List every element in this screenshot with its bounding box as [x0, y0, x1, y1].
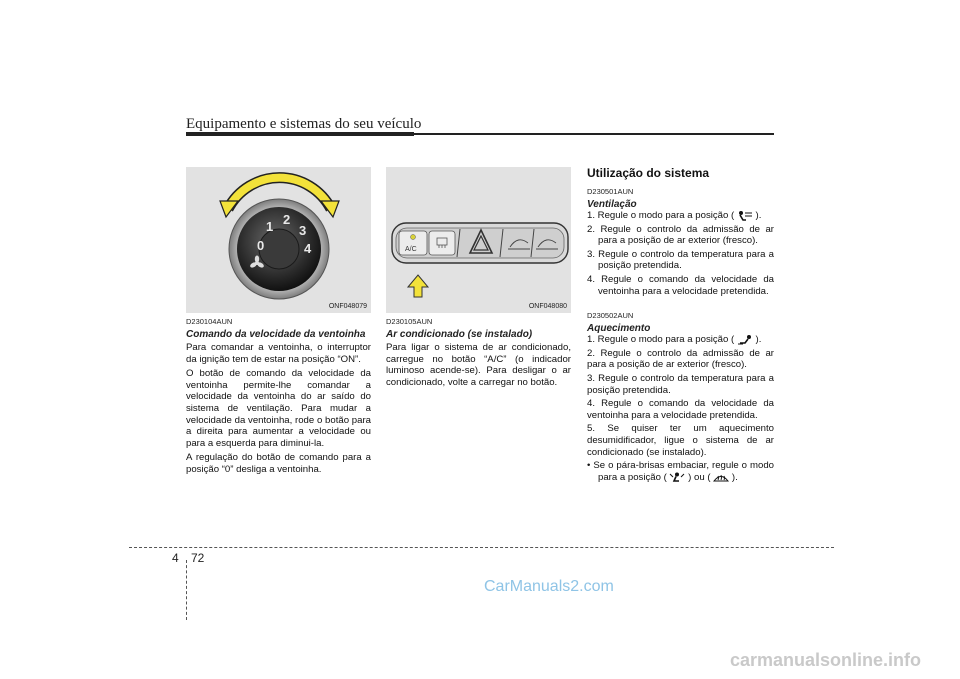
fan-speed-knob-figure: [186, 167, 371, 313]
fan-knob-illustration: [186, 167, 371, 313]
section-subhead: Ventilação: [587, 199, 637, 210]
step-text: ).: [755, 210, 762, 222]
section-subhead: Comando da velocidade da ventoinha: [186, 329, 366, 340]
knob-number-0: 0: [257, 238, 265, 253]
floor-defrost-mode-icon: [669, 472, 685, 483]
section-subhead: Aquecimento: [587, 323, 651, 335]
fan-speed-section: [186, 317, 371, 476]
bullet-text: ) ou (: [688, 471, 711, 483]
defrost-mode-icon: [713, 472, 729, 483]
bullet-text: ).: [731, 471, 738, 483]
section-code: D230502AUN: [587, 311, 634, 321]
system-operation-section: [587, 166, 774, 485]
vent-face-mode-icon: [737, 210, 753, 221]
step-4: 4. Regule o comando da velocidade da ventoinha para a velocidade pretendida.: [587, 274, 774, 297]
step-1: [587, 210, 774, 222]
paragraph: Para ligar o sistema de ar condicionado, carregue no botão “A/C” (o indicador luminoso acende-se). Para desligar o ar condicionado, volte a carregar no botão.: [386, 342, 571, 388]
knob-number-4: 4: [304, 241, 312, 256]
ac-button-figure: [386, 167, 571, 313]
figure-code: ONF048079: [328, 303, 367, 310]
step-text: 1. Regule o modo para a posição (: [587, 210, 735, 222]
step-2: 2. Regule o controlo da admissão de ar para a posição de ar exterior (fresco).: [587, 347, 774, 371]
section-subhead: Ar condicionado (se instalado): [386, 329, 533, 340]
ac-button-label: A/C: [405, 246, 417, 253]
watermark-carmanualsonline: carmanualsonline.info: [730, 650, 922, 670]
footer-rule: [129, 547, 834, 548]
section-header-title: Equipamento e sistemas do seu veículo: [186, 116, 422, 132]
step-1: [587, 334, 774, 346]
section-code: D230105AUN: [386, 317, 433, 326]
bullet-item: [587, 460, 774, 483]
section-title: Utilização do sistema: [587, 166, 710, 180]
section-code: D230501AUN: [587, 187, 634, 196]
chapter-number: 4: [172, 551, 179, 565]
bullet-text: • Se o pára-brisas embaciar, regule o modo para a posição (: [587, 460, 774, 483]
paragraph: A regulação do botão de comando para a posição “0” desliga a ventoinha.: [186, 452, 371, 475]
watermark-carmanuals2: CarManuals2.com: [484, 578, 614, 595]
pointer-arrow-icon: [408, 275, 428, 297]
paragraph: O botão de comando da velocidade da ventoinha permite-lhe comandar a velocidade da ventoinha do ar saído do sistema de ventilação. Para mudar a velocidade da ventoinha, rode o botão para a direita para aumentar a velocidade ou para a esquerda para diminui-la.: [186, 368, 371, 449]
knob-number-2: 2: [283, 212, 291, 227]
step-3: 3. Regule o controlo da temperatura para a posição pretendida.: [587, 248, 774, 272]
header-rule-accent: [186, 132, 414, 136]
paragraph: Para comandar a ventoinha, o interruptor da ignição tem de estar na posição “ON”.: [186, 342, 371, 365]
page-number: 72: [191, 551, 205, 565]
step-3: 3. Regule o controlo da temperatura para a posição pretendida.: [587, 373, 774, 396]
knob-number-3: 3: [299, 223, 307, 238]
figure-code: ONF048080: [528, 303, 567, 310]
section-code: D230104AUN: [186, 317, 233, 326]
ac-section: [386, 317, 571, 388]
step-5: 5. Se quiser ter um aquecimento desumidificador, ligue o sistema de ar condicionado (se instalado).: [587, 423, 774, 458]
footer-vertical-rule: [186, 560, 187, 620]
step-4: 4. Regule o comando da velocidade da ventoinha para a velocidade pretendida.: [587, 398, 774, 421]
floor-mode-icon: [737, 334, 753, 345]
step-text: ).: [755, 334, 762, 346]
knob-number-1: 1: [266, 219, 274, 234]
ac-panel-illustration: [386, 167, 571, 313]
step-text: 1. Regule o modo para a posição (: [587, 334, 735, 346]
step-2: 2. Regule o controlo da admissão de ar para a posição de ar exterior (fresco).: [587, 223, 774, 247]
